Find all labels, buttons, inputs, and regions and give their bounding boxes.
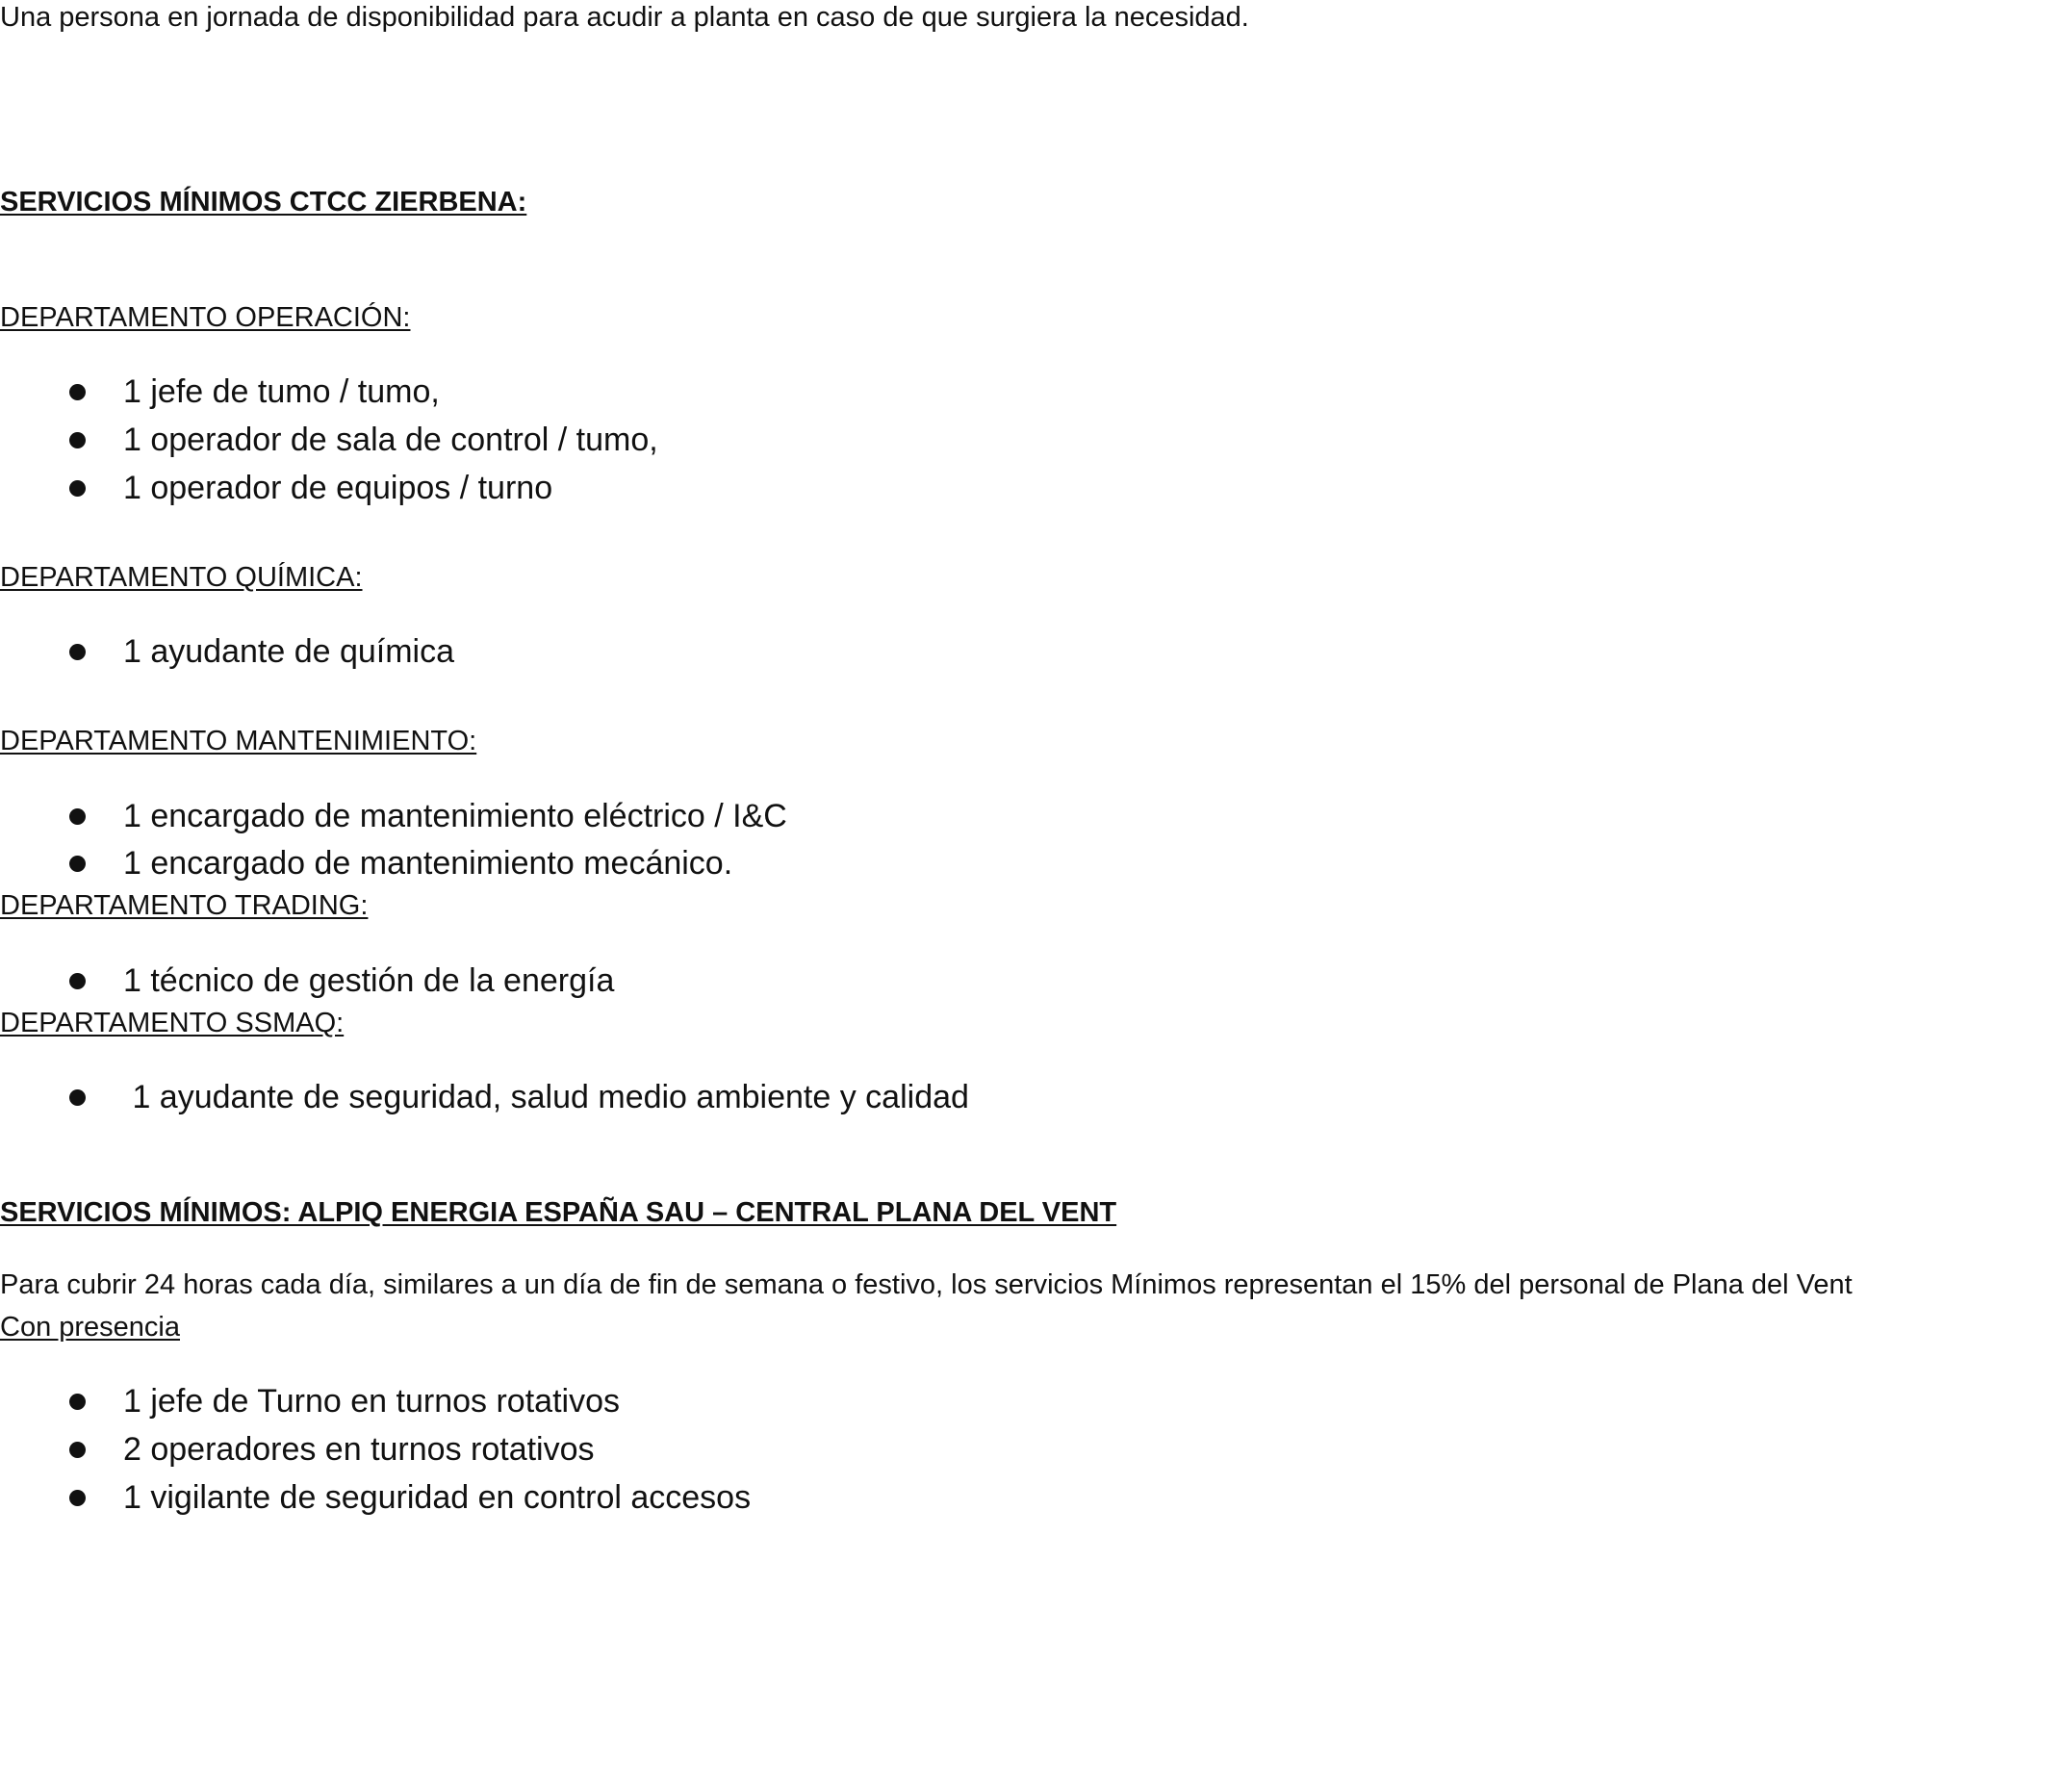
bullet-icon (69, 1089, 86, 1106)
list-item: 1 encargado de mantenimiento eléctrico / I&C (123, 798, 787, 834)
dept-trading-title: DEPARTAMENTO TRADING: (0, 890, 369, 921)
bullet-icon (69, 1490, 86, 1506)
bullet-icon (69, 480, 86, 497)
list-item: 1 encargado de mantenimiento mecánico. (123, 845, 733, 882)
dept-mantenimiento-title: DEPARTAMENTO MANTENIMIENTO: (0, 726, 477, 756)
list-item: 1 ayudante de química (123, 633, 455, 670)
alpiq-paragraph: Para cubrir 24 horas cada día, similares a un día de fin de semana o festivo, los servicios Mínimos representan el 15% del personal de Plana del Vent (0, 1269, 1853, 1300)
bullet-icon (69, 384, 86, 400)
bullet-icon (69, 432, 86, 448)
list-item: 1 operador de sala de control / tumo, (123, 422, 658, 458)
list-item: 1 jefe de Turno en turnos rotativos (123, 1383, 620, 1420)
bullet-icon (69, 973, 86, 989)
dept-ssmaq-title: DEPARTAMENTO SSMAQ: (0, 1008, 345, 1038)
list-item: 1 técnico de gestión de la energía (123, 962, 615, 999)
list-item: 1 ayudante de seguridad, salud medio ambiente y calidad (123, 1079, 969, 1115)
bullet-icon (69, 1394, 86, 1410)
dept-operacion-title: DEPARTAMENTO OPERACIÓN: (0, 302, 411, 333)
dept-quimica-title: DEPARTAMENTO QUÍMICA: (0, 562, 363, 593)
alpiq-subheading: Con presencia (0, 1312, 180, 1343)
intro-text: Una persona en jornada de disponibilidad para acudir a planta en caso de que surgiera la necesidad. (0, 2, 1249, 33)
list-item: 2 operadores en turnos rotativos (123, 1431, 595, 1468)
bullet-icon (69, 808, 86, 825)
list-item: 1 vigilante de seguridad en control accesos (123, 1479, 752, 1516)
alpiq-heading: SERVICIOS MÍNIMOS: ALPIQ ENERGIA ESPAÑA SAU – CENTRAL PLANA DEL VENT (0, 1197, 1117, 1228)
list-item: 1 jefe de tumo / tumo, (123, 373, 440, 410)
bullet-icon (69, 1442, 86, 1458)
zierbena-heading: SERVICIOS MÍNIMOS CTCC ZIERBENA: (0, 187, 527, 218)
bullet-icon (69, 644, 86, 660)
bullet-icon (69, 856, 86, 872)
list-item: 1 operador de equipos / turno (123, 470, 553, 506)
